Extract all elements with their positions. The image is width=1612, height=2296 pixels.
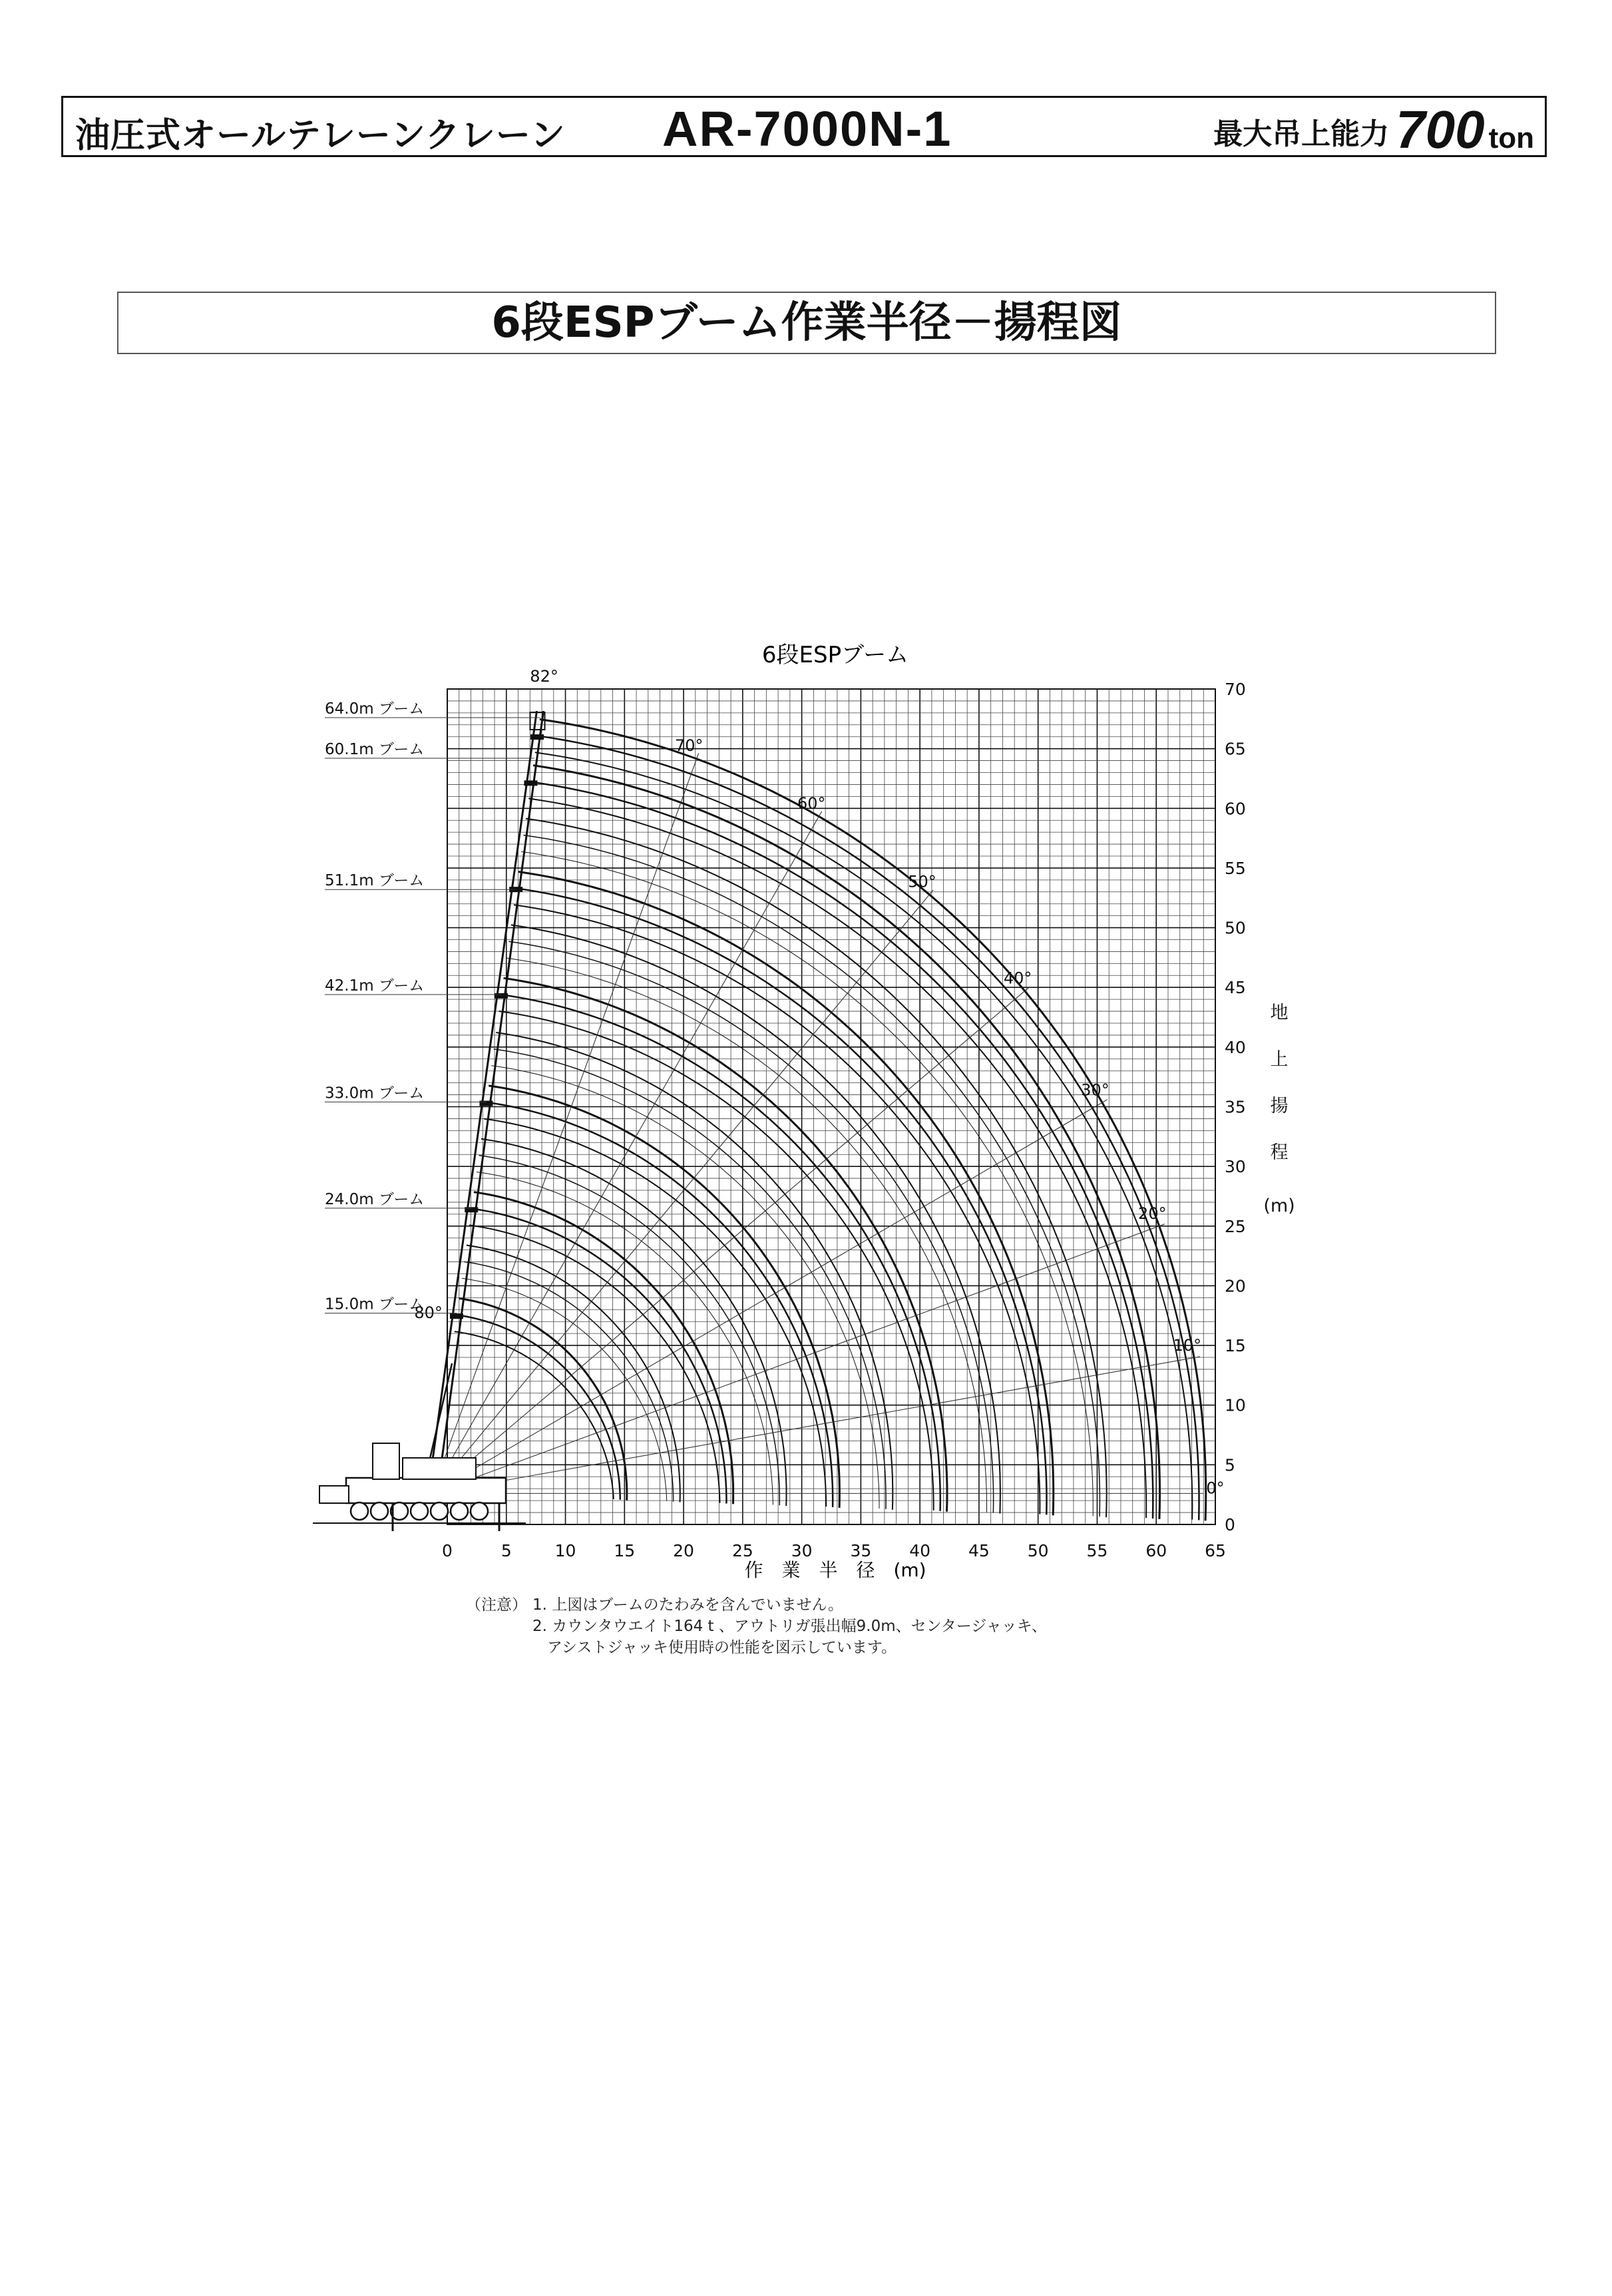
y-tick-label: 35 [1225, 1097, 1246, 1117]
angle-label: 10° [1173, 1336, 1202, 1355]
note-line-1: 1. 上図はブームのたわみを含んでいません。 [532, 1596, 843, 1614]
angle-label: 20° [1138, 1204, 1167, 1224]
x-tick-label: 65 [1205, 1541, 1226, 1560]
wheel [411, 1502, 428, 1520]
boom-length-label: 51.1m ブーム [325, 872, 425, 890]
y-tick-label: 45 [1225, 978, 1246, 998]
wheel [451, 1502, 468, 1520]
angle-label: 40° [1003, 969, 1032, 988]
lift-height-curves [455, 720, 1206, 1521]
angle-line [432, 811, 822, 1494]
boom-section-joint [530, 734, 544, 740]
boom-section-joint [495, 993, 508, 999]
capacity-unit: ton [1488, 122, 1534, 154]
model-number: AR-7000N-1 [662, 101, 952, 156]
note-line-2: 2. カウンタウエイト164 t 、アウトリガ張出幅9.0m、センタージャッキ、 [532, 1618, 1047, 1635]
boom-section-joint [450, 1313, 463, 1319]
boom-length-label: 64.0m ブーム [325, 700, 425, 718]
x-tick-label: 50 [1027, 1541, 1049, 1560]
note-line-3: アシストジャッキ使用時の性能を図示しています。 [546, 1639, 897, 1656]
y-tick-label: 30 [1225, 1157, 1246, 1177]
y-tick-label: 70 [1225, 680, 1246, 699]
chart-title: 6段ESPブーム [761, 642, 909, 668]
angle-label: 30° [1081, 1080, 1109, 1100]
x-tick-label: 30 [791, 1541, 813, 1560]
y-tick-label: 50 [1225, 918, 1246, 938]
y-axis-label-char: 揚 [1270, 1096, 1289, 1116]
x-tick-label: 15 [614, 1541, 636, 1560]
diagram-title: 6段ESPブーム作業半径－揚程図 [491, 298, 1122, 347]
x-tick-label: 60 [1145, 1541, 1167, 1560]
y-axis-label-char: 上 [1270, 1049, 1289, 1070]
angle-label: 80° [414, 1303, 443, 1322]
crane-drawing [313, 711, 544, 1531]
capacity-value: 700 [1396, 100, 1485, 159]
boom-length-label: 24.0m ブーム [325, 1190, 425, 1208]
wheel [371, 1502, 388, 1520]
wheel [431, 1502, 448, 1520]
lift-curve [508, 941, 993, 1512]
angle-label: 70° [674, 736, 704, 756]
lift-curve [472, 1209, 727, 1504]
lift-curve [521, 851, 1093, 1516]
capacity-label: 最大吊上能力 [1213, 117, 1390, 151]
wheel [351, 1502, 368, 1520]
y-tick-label: 10 [1225, 1395, 1246, 1415]
y-tick-label: 55 [1225, 858, 1246, 878]
x-tick-label: 5 [501, 1541, 512, 1560]
angle-label: 50° [908, 872, 936, 891]
x-tick-label: 45 [968, 1541, 990, 1560]
angle-line [432, 1357, 1200, 1493]
angle-line [432, 1100, 1108, 1494]
boom-length-label: 33.0m ブーム [325, 1084, 425, 1102]
y-tick-label: 5 [1225, 1455, 1235, 1475]
lift-curve [462, 1278, 667, 1501]
x-tick-label: 10 [554, 1541, 576, 1560]
boom-length-label: 60.1m ブーム [325, 740, 425, 758]
wheel [471, 1502, 488, 1520]
notes [466, 1594, 1047, 1658]
boom-section-joint [524, 780, 537, 786]
y-tick-label: 20 [1225, 1276, 1246, 1296]
boom-length-label: 42.1m ブーム [325, 977, 425, 995]
y-tick-label: 25 [1225, 1216, 1246, 1236]
lift-curve [487, 1102, 833, 1507]
y-tick-label: 40 [1225, 1037, 1246, 1057]
y-axis-label-unit: (m) [1263, 1196, 1295, 1216]
lift-curve [455, 1331, 614, 1499]
lift-curve [499, 1011, 934, 1510]
y-tick-label: 60 [1225, 799, 1246, 819]
angle-label: 60° [797, 794, 826, 813]
x-tick-label: 55 [1086, 1541, 1108, 1560]
carrier-body [346, 1478, 506, 1503]
x-tick-label: 0 [442, 1541, 453, 1560]
x-axis-label: 作 業 半 径 (m) [744, 1559, 926, 1581]
counterweight [373, 1443, 399, 1479]
x-tick-label: 20 [673, 1541, 694, 1560]
x-tick-label: 25 [731, 1541, 753, 1560]
y-axis-label-char: 地 [1270, 1003, 1289, 1023]
y-tick-label: 15 [1225, 1336, 1246, 1356]
y-tick-label: 0 [1225, 1515, 1235, 1534]
x-tick-label: 35 [850, 1541, 872, 1560]
angle-label: 0° [1206, 1479, 1225, 1498]
x-tick-label: 40 [909, 1541, 931, 1560]
y-axis-label-char: 程 [1270, 1142, 1289, 1163]
notes-heading: （注意） [466, 1596, 527, 1614]
cab [319, 1486, 349, 1503]
angle-label: 82° [530, 667, 558, 686]
boom-section-joint [479, 1101, 493, 1106]
boom-length-label: 15.0m ブーム [325, 1295, 425, 1313]
y-tick-label: 65 [1225, 739, 1246, 759]
superstructure [403, 1458, 476, 1479]
product-name: 油圧式オールテレーンクレーン [75, 116, 566, 156]
